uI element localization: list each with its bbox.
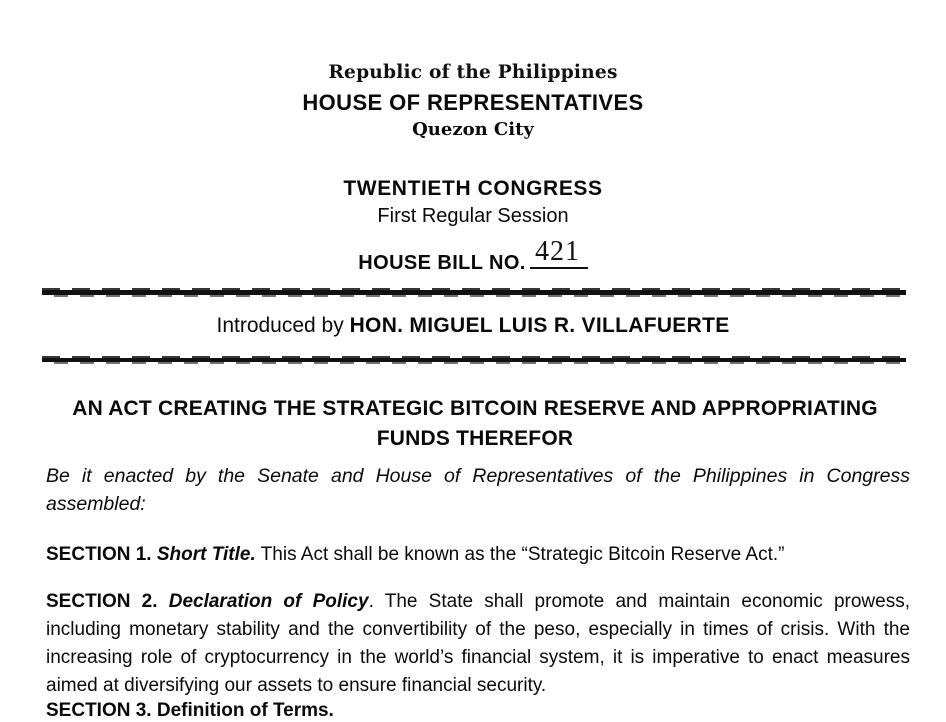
- section-1-text: This Act shall be known as the “Strategic Bitcoin Reserve Act.”: [255, 543, 785, 565]
- introduced-by-author: HON. MIGUEL LUIS R. VILLAFUERTE: [349, 314, 730, 337]
- divider-rule-top: [42, 290, 906, 295]
- city-line: Quezon City: [412, 119, 534, 141]
- republic-line: Republic of the Philippines: [328, 61, 618, 83]
- section-2: [46, 588, 910, 700]
- session-line: First Regular Session: [377, 204, 569, 227]
- section-2-label: SECTION 2.: [46, 591, 158, 613]
- bill-number-row: [0, 235, 946, 284]
- introduced-by-line: [0, 314, 946, 338]
- bill-number-value: 421: [535, 235, 580, 267]
- section-1: [46, 541, 910, 569]
- act-title: AN ACT CREATING THE STRATEGIC BITCOIN RESERVE AND APPROPRIATING FUNDS THEREFOR: [72, 397, 878, 450]
- house-of-representatives-line: HOUSE OF REPRESENTATIVES: [302, 89, 644, 115]
- masthead: [0, 0, 946, 141]
- section-1-label: SECTION 1.: [46, 543, 152, 565]
- divider-rule-bottom: [42, 358, 906, 362]
- section-1-heading: Short Title.: [156, 543, 256, 565]
- bill-number-label-text: HOUSE BILL NO.: [358, 251, 526, 274]
- congress-line: TWENTIETH CONGRESS: [343, 176, 603, 200]
- section-2-text: . The State shall promote and maintain economic prowess, including monetary stability and the convertibility of the peso, especially in times of crisis. With the increasing role of cryptocurrency in the world’s financial system, it is imperative to enact measures aimed at diversifying our assets to ensure financial security.: [46, 591, 910, 697]
- section-2-heading: Declaration of Policy: [168, 591, 369, 613]
- introduced-by-lead: Introduced by: [216, 314, 344, 337]
- section-3-partial: SECTION 3. Definition of Terms.: [46, 700, 334, 721]
- enacting-clause: Be it enacted by the Senate and House of Representatives of the Philippines in Congress assembled:: [46, 465, 910, 516]
- document-body: [46, 462, 910, 720]
